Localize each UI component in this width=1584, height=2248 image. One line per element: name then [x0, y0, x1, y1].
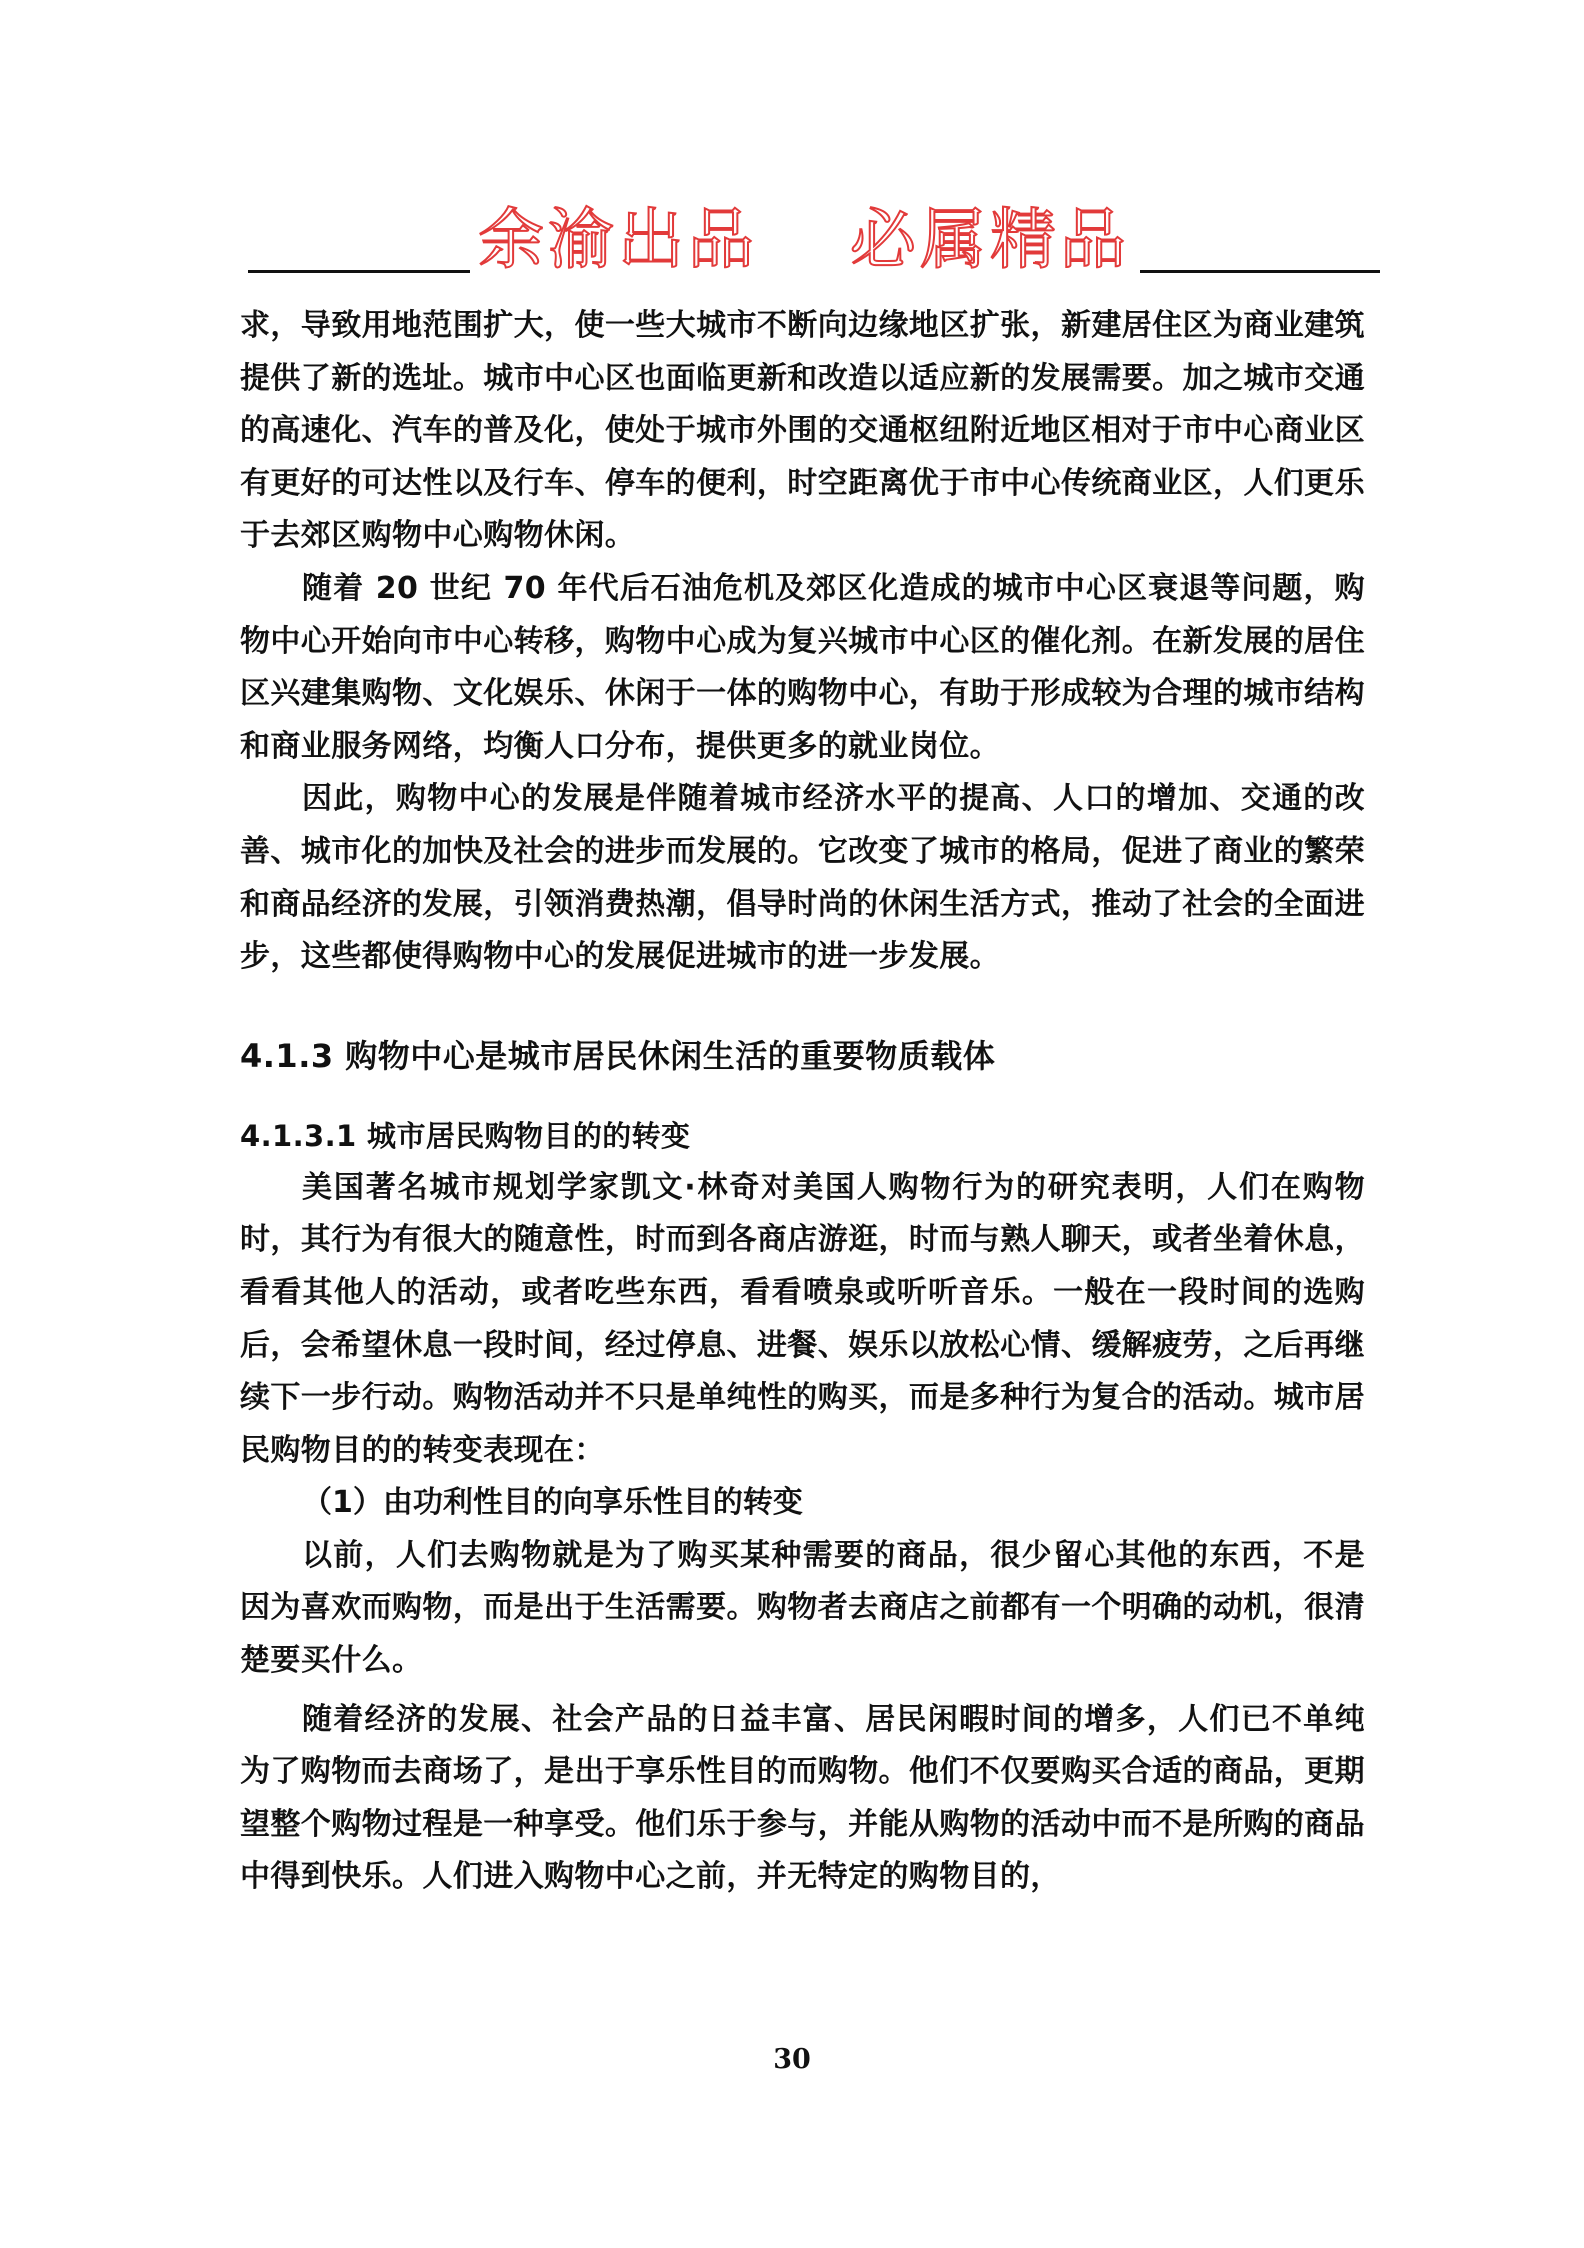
subsection-heading: 4.1.3.1 城市居民购物目的的转变 [240, 1118, 691, 1153]
section-heading: 4.1.3 购物中心是城市居民休闲生活的重要物质载体 [240, 1036, 996, 1075]
paragraph: 以前，人们去购物就是为了购买某种需要的商品，很少留心其他的东西，不是因为喜欢而购物，而是出于生活需要。购物者去商店之前都有一个明确的动机，很清楚要买什么。 [240, 1537, 1365, 1679]
list-item: （1）由功利性目的向享乐性目的转变 [302, 1485, 803, 1521]
paragraph: 随着 20 世纪 70 年代后石油危机及郊区化造成的城市中心区衰退等问题，购物中心开始向市中心转移，购物中心成为复兴城市中心区的催化剂。在新发展的居住区兴建集购物、文化娱乐、休闲于一体的购物中心，有助于形成较为合理的城市结构和商业服务网络，均衡人口分布，提供更多的就业岗位。 [240, 570, 1365, 764]
paragraph: 美国著名城市规划学家凯文·林奇对美国人购物行为的研究表明，人们在购物时，其行为有很大的随意性，时而到各商店游逛，时而与熟人聊天，或者坐着休息，看看其他人的活动，或者吃些东西，看看喷泉或听听音乐。一般在一段时间的选购后，会希望休息一段时间，经过停息、进餐、娱乐以放松心情、缓解疲劳，之后再继续下一步行动。购物活动并不只是单纯性的购买，而是多种行为复合的活动。城市居民购物目的的转变表现在： [240, 1169, 1365, 1468]
paragraph: 随着经济的发展、社会产品的日益丰富、居民闲暇时间的增多，人们已不单纯为了购物而去商场了，是出于享乐性目的而购物。他们不仅要购买合适的商品，更期望整个购物过程是一种享受。他们乐于参与，并能从购物的活动中而不是所购的商品中得到快乐。人们进入购物中心之前，并无特定的购物目的， [240, 1701, 1365, 1895]
paragraph-continued: 求，导致用地范围扩大，使一些大城市不断向边缘地区扩张，新建居住区为商业建筑提供了新的选址。城市中心区也面临更新和改造以适应新的发展需要。加之城市交通的高速化、汽车的普及化，使处于城市外围的交通枢纽附近地区相对于市中心商业区有更好的可达性以及行车、停车的便利，时空距离优于市中心传统商业区，人们更乐于去郊区购物中心购物休闲。 [240, 308, 1365, 554]
page-body [240, 300, 1365, 1904]
page-header [0, 195, 1584, 285]
watermark-left: 余渝出品 [478, 201, 758, 278]
header-rule-left [248, 270, 470, 273]
page-number: 30 [773, 2044, 811, 2075]
watermark-right: 必属精品 [850, 201, 1130, 278]
paragraph: 因此，购物中心的发展是伴随着城市经济水平的提高、人口的增加、交通的改善、城市化的加快及社会的进步而发展的。它改变了城市的格局，促进了商业的繁荣和商品经济的发展，引领消费热潮，倡导时尚的休闲生活方式，推动了社会的全面进步，这些都使得购物中心的发展促进城市的进一步发展。 [240, 781, 1365, 975]
header-rule-right [1140, 270, 1380, 273]
